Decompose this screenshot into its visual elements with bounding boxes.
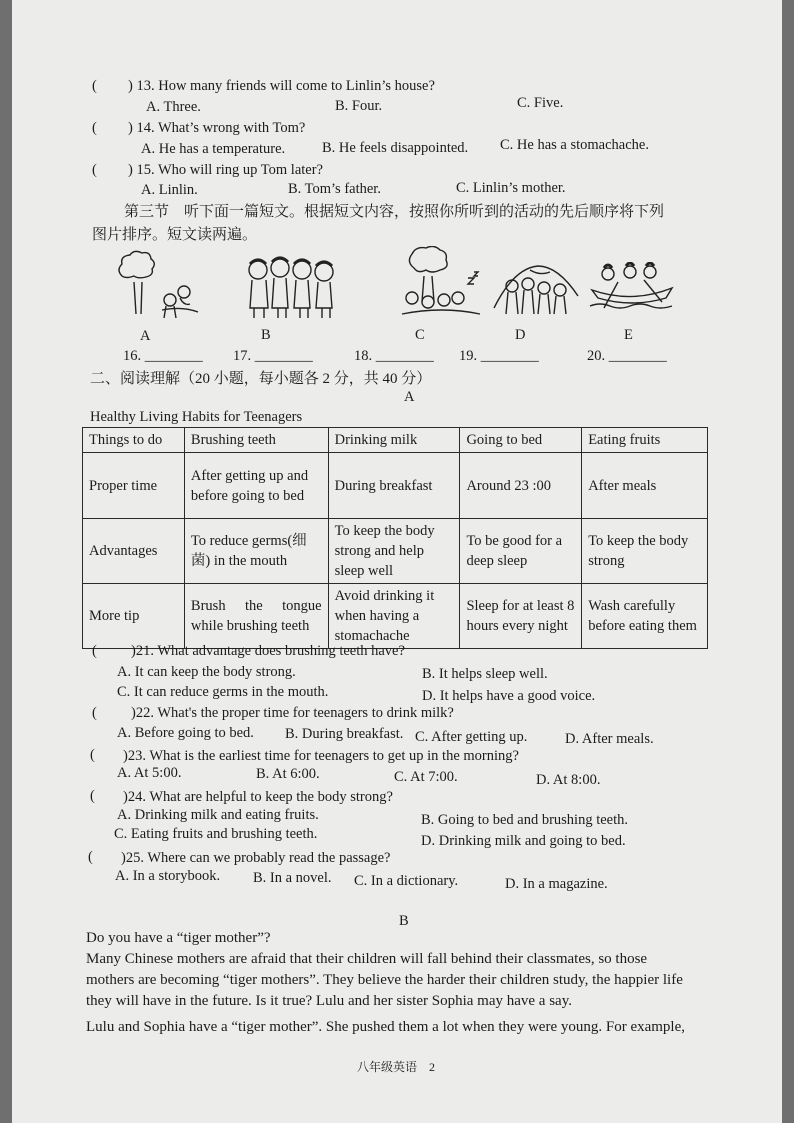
option-c: C. At 7:00. xyxy=(394,769,458,785)
section3-instruction: 第三节 听下面一篇短文。根据短文内容，按照你所听到的活动的先后顺序将下列 xyxy=(124,204,665,220)
picture-label-e: E xyxy=(624,327,633,343)
answer-paren[interactable]: ( xyxy=(92,643,97,659)
table-cell: Brush the tongue while brushing teeth xyxy=(184,584,328,649)
option-a: A. Before going to bed. xyxy=(117,725,254,741)
table-row xyxy=(83,453,708,519)
option-c: C. Eating fruits and brushing teeth. xyxy=(114,826,318,842)
answer-paren[interactable]: ( xyxy=(92,78,97,94)
question-stem: )24. What are helpful to keep the body strong? xyxy=(123,789,393,805)
question-stem: )21. What advantage does brushing teeth have? xyxy=(131,643,405,659)
table-row xyxy=(83,519,708,584)
table-cell: Brushing teeth xyxy=(184,428,328,453)
blank-20[interactable]: 20. ________ xyxy=(587,348,667,364)
picture-e-kids-in-boat xyxy=(588,262,674,312)
option-d: D. It helps have a good voice. xyxy=(422,688,596,704)
option-b: B. Going to bed and brushing teeth. xyxy=(421,812,629,828)
option-c: C. After getting up. xyxy=(415,729,528,745)
picture-d-mountain-hiking xyxy=(490,258,582,322)
question-stem: )25. Where can we probably read the passage? xyxy=(121,850,391,866)
answer-paren[interactable]: ( xyxy=(90,747,95,763)
table-cell: Avoid drinking it when having a stomachache xyxy=(328,584,460,649)
table-cell: During breakfast xyxy=(328,453,460,519)
table-cell: Advantages xyxy=(83,519,185,584)
table-cell: Going to bed xyxy=(460,428,582,453)
option-b: B. He feels disappointed. xyxy=(322,140,469,156)
table-cell: After getting up and before going to bed xyxy=(184,453,328,519)
option-b: B. Tom’s father. xyxy=(288,181,381,197)
table-cell: Proper time xyxy=(83,453,185,519)
table-header-row xyxy=(83,428,708,453)
blank-16[interactable]: 16. ________ xyxy=(123,348,203,364)
option-b: B. Four. xyxy=(335,98,383,114)
option-b: B. During breakfast. xyxy=(285,726,404,742)
table-row xyxy=(83,584,708,649)
picture-c-kids-resting-under-tree xyxy=(398,246,484,318)
option-d: D. At 8:00. xyxy=(536,772,601,788)
question-stem: )22. What's the proper time for teenagers to drink milk? xyxy=(131,705,454,721)
question-stem: ) 15. Who will ring up Tom later? xyxy=(128,162,323,178)
table-cell: To reduce germs(细菌) in the mouth xyxy=(184,519,328,584)
option-a: A. It can keep the body strong. xyxy=(117,664,296,680)
table-cell: Drinking milk xyxy=(328,428,460,453)
option-c: C. In a dictionary. xyxy=(354,873,459,889)
table-cell: Things to do xyxy=(83,428,185,453)
option-d: D. After meals. xyxy=(565,731,654,747)
option-a: A. Drinking milk and eating fruits. xyxy=(117,807,319,823)
answer-paren[interactable]: ( xyxy=(92,162,97,178)
table-cell: Eating fruits xyxy=(582,428,708,453)
part-b-label: B xyxy=(399,913,409,929)
table-cell: To keep the body strong xyxy=(582,519,708,584)
option-b: B. In a novel. xyxy=(253,870,332,886)
option-c: C. It can reduce germs in the mouth. xyxy=(117,684,329,700)
table-cell: Around 23 :00 xyxy=(460,453,582,519)
blank-19[interactable]: 19. ________ xyxy=(459,348,539,364)
option-a: A. Three. xyxy=(146,99,201,115)
passage-line: Lulu and Sophia have a “tiger mother”. She pushed them a lot when they were young. For example, xyxy=(86,1019,686,1035)
table-cell: Wash carefully before eating them xyxy=(582,584,708,649)
option-a: A. At 5:00. xyxy=(117,765,182,781)
table-cell: More tip xyxy=(83,584,185,649)
habits-table xyxy=(82,427,708,649)
passage-title: Do you have a “tiger mother”? xyxy=(86,930,271,946)
passage-line: mothers are becoming “tiger mothers”. They believe the harder their children study, the happier life xyxy=(86,972,683,988)
section3-instruction-cont: 图片排序。短文读两遍。 xyxy=(92,227,258,243)
reading-heading: 二、阅读理解（20 小题，每小题各 2 分，共 40 分） xyxy=(90,371,432,387)
table-cell: After meals xyxy=(582,453,708,519)
option-c: C. Five. xyxy=(517,95,564,111)
table-cell: To keep the body strong and help sleep well xyxy=(328,519,460,584)
option-a: A. He has a temperature. xyxy=(141,141,286,157)
picture-b-group-of-kids xyxy=(244,256,342,322)
table-cell: To be good for a deep sleep xyxy=(460,519,582,584)
picture-label-a: A xyxy=(140,328,151,344)
picture-a-tree-and-kids xyxy=(112,248,202,320)
option-c: C. Linlin’s mother. xyxy=(456,180,566,196)
blank-18[interactable]: 18. ________ xyxy=(354,348,434,364)
option-a: A. In a storybook. xyxy=(115,868,221,884)
passage-line: Many Chinese mothers are afraid that their children will fall behind their classmates, so those xyxy=(86,951,648,967)
option-a: A. Linlin. xyxy=(141,182,198,198)
part-a-label: A xyxy=(404,389,415,405)
option-b: B. It helps sleep well. xyxy=(422,666,548,682)
page-footer: 八年级英语 2 xyxy=(357,1060,436,1074)
question-stem: ) 14. What’s wrong with Tom? xyxy=(128,120,306,136)
option-d: D. Drinking milk and going to bed. xyxy=(421,833,626,849)
table-cell: Sleep for at least 8 hours every night xyxy=(460,584,582,649)
blank-17[interactable]: 17. ________ xyxy=(233,348,313,364)
option-d: D. In a magazine. xyxy=(505,876,608,892)
picture-label-d: D xyxy=(515,327,526,343)
answer-paren[interactable]: ( xyxy=(88,849,93,865)
question-stem: ) 13. How many friends will come to Linlin’s house? xyxy=(128,78,435,94)
passage-line: they will have in the future. Is it true? Lulu and her sister Sophia may have a say. xyxy=(86,993,572,1009)
option-b: B. At 6:00. xyxy=(256,766,320,782)
picture-label-b: B xyxy=(261,327,271,343)
answer-paren[interactable]: ( xyxy=(92,705,97,721)
picture-label-c: C xyxy=(415,327,425,343)
option-c: C. He has a stomachache. xyxy=(500,137,649,153)
table-title: Healthy Living Habits for Teenagers xyxy=(90,409,303,425)
answer-paren[interactable]: ( xyxy=(90,788,95,804)
question-stem: )23. What is the earliest time for teenagers to get up in the morning? xyxy=(123,748,519,764)
answer-paren[interactable]: ( xyxy=(92,120,97,136)
